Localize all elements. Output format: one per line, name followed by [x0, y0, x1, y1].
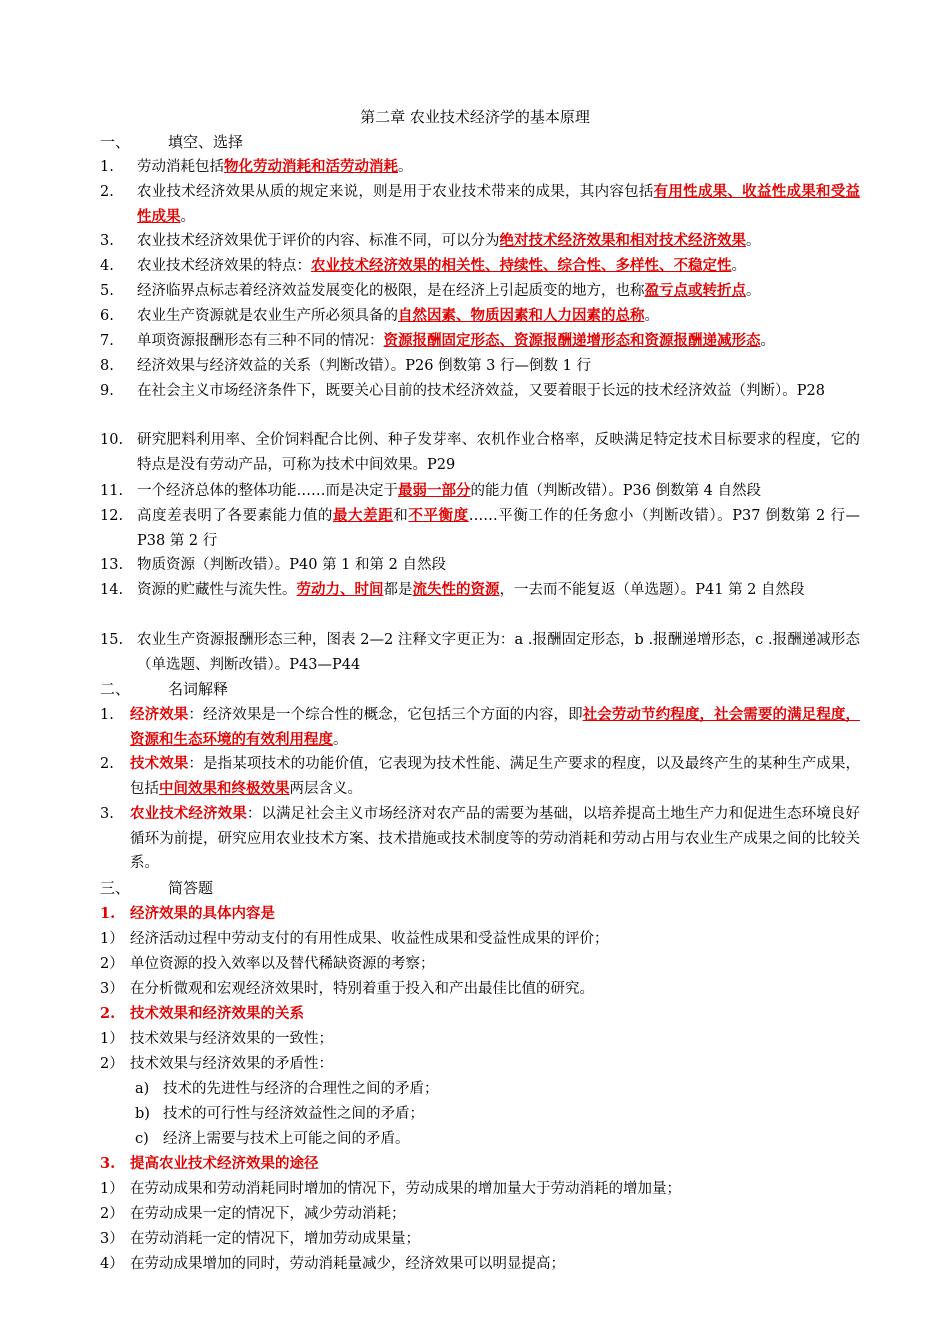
question-heading: 1. 经济效果的具体内容是 [100, 905, 275, 922]
list-item: 9. 在社会主义市场经济条件下，既要关心目前的技术经济效益，又要着眼于长远的技术经济效益（判断）。P28 [100, 383, 825, 399]
term-definition: 1. 经济效果：经济效果是一个综合性的概念，它包括三个方面的内容，即社会劳动节约程度，社会需要的满足程度，资源和生态环境的有效利用程度。 [100, 706, 861, 748]
question-heading: 3. 提高农业技术经济效果的途径 [100, 1155, 319, 1172]
list-item: 1. 劳动消耗包括物化劳动消耗和活劳动消耗。 [100, 158, 413, 175]
list-item: 1） 技术效果与经济效果的一致性； [100, 1031, 333, 1047]
section-number: 三、 [100, 879, 131, 897]
term-definition: 2. 技术效果：是指某项技术的功能价值，它表现为技术性能、满足生产要求的程度，以及最终产生的某种生产成果，包括中间效果和终极效果两层含义。 [100, 755, 861, 797]
list-item: 14. 资源的贮藏性与流失性。劳动力、时间都是流失性的资源，一去而不能复返（单选题）。P41 第 2 自然段 [100, 581, 805, 598]
list-item: 5. 经济临界点标志着经济效益发展变化的极限，是在经济上引起质变的地方，也称盈亏点或转折点。 [100, 282, 761, 299]
list-item: 2） 单位资源的投入效率以及替代稀缺资源的考察； [100, 956, 435, 972]
sub-list-item: c) 经济上需要与技术上可能之间的矛盾。 [135, 1131, 410, 1147]
list-item: 2） 在劳动成果一定的情况下，减少劳动消耗； [100, 1206, 406, 1222]
list-item: 1） 在劳动成果和劳动消耗同时增加的情况下，劳动成果的增加量大于劳动消耗的增加量； [100, 1181, 681, 1197]
list-item: 12. 高度差表明了各要素能力值的最大差距和不平衡度……平衡工作的任务愈小（判断改错）。P37 倒数第 2 行—P38 第 2 行 [100, 507, 861, 549]
list-item: 3） 在劳动消耗一定的情况下，增加劳动成果量； [100, 1231, 420, 1247]
section-heading-fill [100, 131, 243, 153]
list-item: 6. 农业生产资源就是农业生产所必须具备的自然因素、物质因素和人力因素的总称。 [100, 307, 659, 324]
list-item: 3） 在分析微观和宏观经济效果时，特别着重于投入和产出最佳比值的研究。 [100, 981, 594, 997]
list-item: 11. 一个经济总体的整体功能……而是决定于最弱一部分的能力值（判断改错）。P36 倒数第 4 自然段 [100, 482, 762, 499]
list-item: 7. 单项资源报酬形态有三种不同的情况：资源报酬固定形态、资源报酬递增形态和资源报酬递减形态。 [100, 332, 775, 349]
sub-list-item: b) 技术的可行性与经济效益性之间的矛盾； [135, 1106, 424, 1122]
section-number: 二、 [100, 680, 131, 698]
section-label: 填空、选择 [168, 133, 244, 151]
list-item: 2） 技术效果与经济效果的矛盾性： [100, 1056, 333, 1072]
list-item: 10. 研究肥料利用率、全价饲料配合比例、种子发芽率、农机作业合格率，反映满足特定技术目标要求的程度，它的特点是没有劳动产品，可称为技术中间效果。P29 [100, 432, 860, 473]
list-item: 8. 经济效果与经济效益的关系（判断改错）。P26 倒数第 3 行—倒数 1 行 [100, 358, 591, 374]
list-item: 4） 在劳动成果增加的同时，劳动消耗量减少，经济效果可以明显提高； [100, 1256, 565, 1272]
sub-list-item: a) 技术的先进性与经济的合理性之间的矛盾； [135, 1081, 439, 1097]
term-definition: 3. 农业技术经济效果：以满足社会主义市场经济对农产品的需要为基础，以培养提高土地生产力和促进生态环境良好循环为前提，研究应用农业技术方案、技术措施或技术制度等的劳动消耗和劳动占用与农业生产成果之间的比较关系。 [100, 805, 861, 871]
list-item: 3. 农业技术经济效果优于评价的内容、标准不同，可以分为绝对技术经济效果和相对技术经济效果。 [100, 232, 761, 249]
list-item: 1） 经济活动过程中劳动支付的有用性成果、收益性成果和受益性成果的评价； [100, 931, 609, 947]
section-heading-terms [100, 678, 228, 700]
section-label: 简答题 [168, 879, 214, 897]
section-number: 一、 [100, 133, 131, 151]
list-item: 13. 物质资源（判断改错）。P40 第 1 和第 2 自然段 [100, 557, 446, 573]
chapter-title: 第二章 农业技术经济学的基本原理 [360, 108, 590, 126]
section-label: 名词解释 [168, 680, 229, 698]
list-item: 15. 农业生产资源报酬形态三种，图表 2—2 注释文字更正为：a .报酬固定形态，b .报酬递增形态，c .报酬递减形态（单选题、判断改错）。P43—P44 [100, 632, 860, 673]
question-heading: 2. 技术效果和经济效果的关系 [100, 1005, 304, 1022]
list-item: 4. 农业技术经济效果的特点：农业技术经济效果的相关性、持续性、综合性、多样性、不稳定性。 [100, 257, 746, 274]
list-item: 2. 农业技术经济效果从质的规定来说，则是用于农业技术带来的成果，其内容包括有用性成果、收益性成果和受益性成果。 [100, 183, 861, 225]
section-heading-questions [100, 877, 213, 899]
